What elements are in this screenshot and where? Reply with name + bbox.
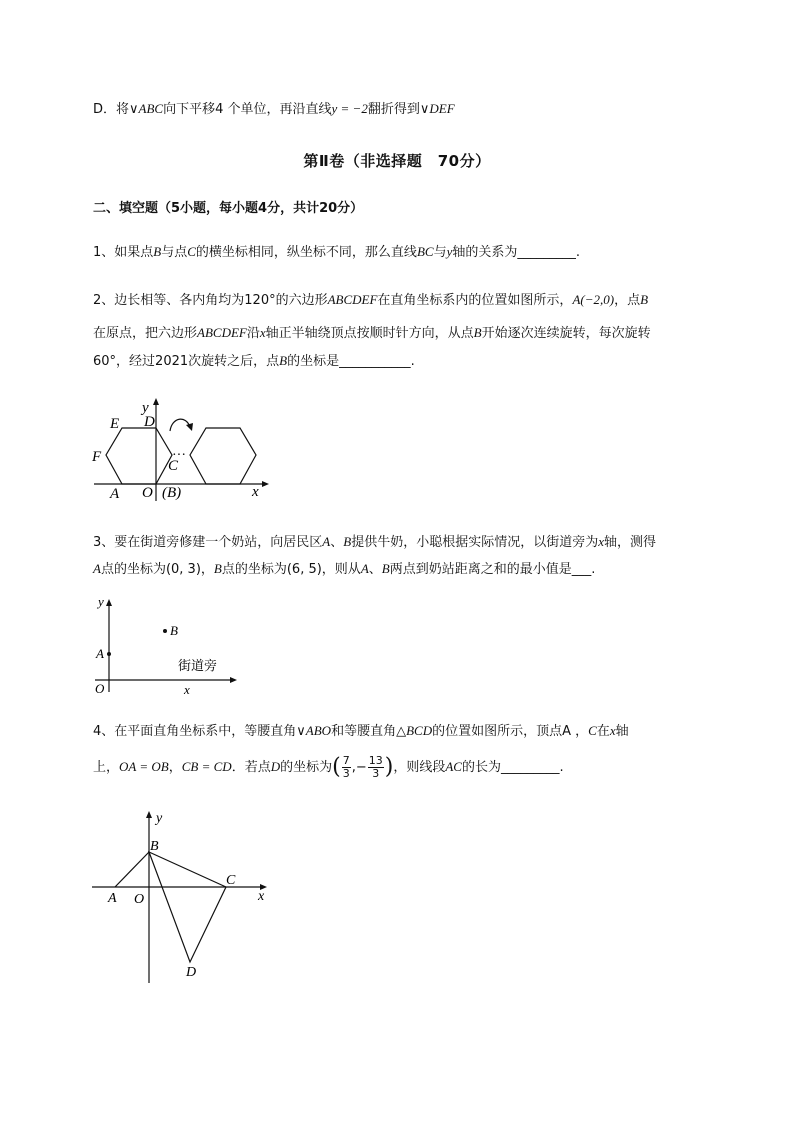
- label-O: O: [134, 892, 145, 907]
- question-2-line-1: 2、边长相等、各内角均为120°的六边形ABCDEF在直角坐标系内的位置如图所示，A(−2,0)，点B: [93, 292, 649, 308]
- label-y: y: [98, 594, 104, 609]
- label-O: O: [95, 681, 105, 696]
- point-A: [107, 652, 111, 656]
- label-D: D: [186, 965, 197, 980]
- label-A: A: [110, 486, 120, 502]
- label-y: y: [156, 811, 163, 826]
- x-axis-arrow: [230, 677, 237, 683]
- triangles-figure: [90, 810, 270, 985]
- label-F: F: [92, 449, 102, 465]
- label-B: B: [150, 839, 159, 854]
- hexagon-left: [106, 428, 172, 484]
- triangle-BCD: [149, 852, 226, 962]
- street-label: 街道旁: [178, 659, 218, 674]
- street-figure: [90, 594, 240, 699]
- y-axis-arrow: [146, 811, 152, 818]
- question-2-line-2: 在原点，把六边形ABCDEF沿x轴正半轴绕顶点按顺时针方向，从点B开始逐次连续旋转，每次旋转: [93, 325, 651, 341]
- hexagon-figure: [90, 397, 270, 507]
- label-x: x: [258, 889, 265, 904]
- label-D: D: [144, 414, 155, 430]
- hexagon-right: [190, 428, 256, 484]
- fraction-13-3: $\frac{13}{3}$: [368, 754, 383, 780]
- question-4-line-1: 4、在平面直角坐标系中，等腰直角∨ABO和等腰直角△BCD的位置如图所示，顶点A ，C在x轴: [93, 723, 629, 739]
- fraction-7-3: $\frac{7}{3}$: [342, 754, 350, 780]
- label-y: y: [142, 400, 149, 416]
- y-axis-arrow: [153, 398, 159, 405]
- label-x: x: [252, 484, 259, 500]
- question-3-line-1: 3、要在街道旁修建一个奶站，向居民区A、B提供牛奶，小聪根据实际情况，以街道旁为x轴，测得: [93, 534, 657, 550]
- label-B: (B): [162, 485, 182, 501]
- segment-AB: [115, 852, 149, 887]
- dots: ···: [172, 448, 186, 463]
- label-C: C: [226, 873, 236, 888]
- x-axis-arrow: [262, 481, 269, 487]
- label-x: x: [184, 682, 190, 697]
- question-3-line-2: A点的坐标为(0, 3)，B点的坐标为(6, 5)，则从A、B两点到奶站距离之和的最小值是___.: [93, 561, 596, 577]
- question-2-line-3: 60°，经过2021次旋转之后，点B的坐标是___________.: [93, 353, 415, 369]
- label-B: B: [170, 623, 178, 638]
- point-B: [163, 629, 167, 633]
- label-E: E: [110, 416, 120, 432]
- y-axis-arrow: [106, 599, 112, 606]
- option-d: D．将∨ABC向下平移4 个单位，再沿直线y = −2翻折得到∨DEF: [93, 101, 455, 117]
- rotation-arrowhead: [186, 423, 193, 431]
- label-A: A: [96, 646, 104, 661]
- section-title: 第Ⅱ卷（非选择题 70分）: [303, 152, 491, 170]
- label-A: A: [108, 891, 117, 906]
- question-1: 1、如果点B与点C的横坐标相同，纵坐标不同，那么直线BC与y轴的关系为_________.: [93, 244, 580, 260]
- question-4-line-2: 上，OA = OB，CB = CD．若点D的坐标为( $\frac{7}{3}$ ,− $\frac{13}{3}$ )，则线段AC的长为_________.: [93, 754, 564, 780]
- label-C: C: [168, 458, 179, 474]
- part-heading: 二、填空题（5小题，每小题4分，共计20分）: [93, 201, 364, 216]
- label-O: O: [142, 485, 153, 501]
